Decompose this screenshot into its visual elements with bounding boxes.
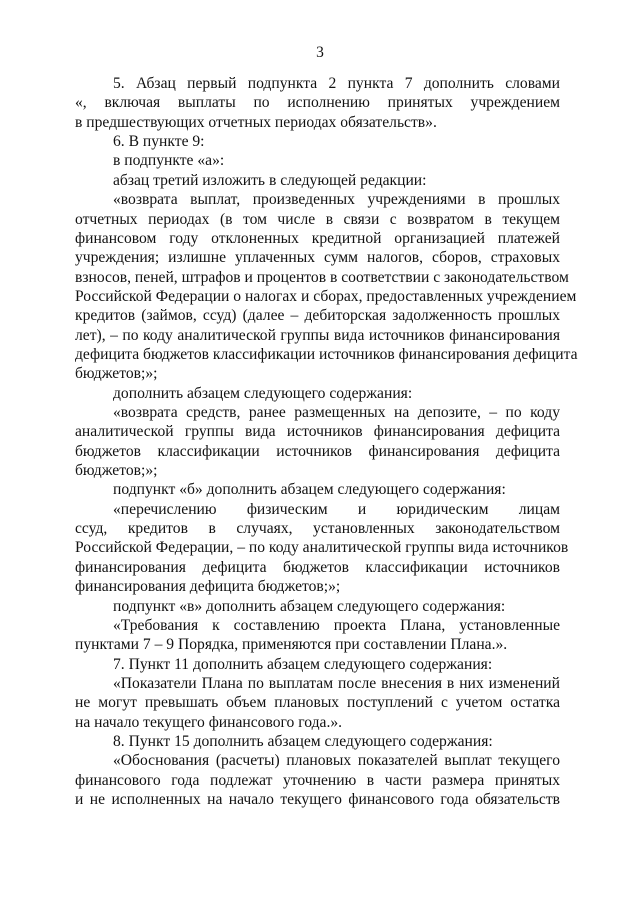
text-line: «Обоснования (расчеты) плановых показателей выплат текущего: [113, 752, 560, 770]
text-line: Российской Федерации, – по коду аналитической группы вида источников: [75, 539, 569, 557]
text-line: «возврата выплат, произведенных учреждениями в прошлых: [113, 191, 560, 209]
page-number: 3: [316, 44, 324, 61]
text-line: 8. Пункт 15 дополнить абзацем следующего содержания:: [113, 732, 493, 750]
text-line: взносов, пеней, штрафов и процентов в соответствии с законодательством: [75, 268, 569, 286]
text-line: аналитической группы вида источников финансирования дефицита: [75, 423, 560, 441]
text-line: подпункт «в» дополнить абзацем следующего содержания:: [113, 597, 506, 615]
text-line: подпункт «б» дополнить абзацем следующего содержания:: [113, 481, 506, 499]
text-line: пунктами 7 – 9 Порядка, применяются при составлении Плана.».: [75, 636, 508, 654]
text-line: в предшествующих отчетных периодах обязательств».: [75, 113, 437, 131]
text-line: и не исполненных на начало текущего финансового года обязательств: [75, 791, 560, 808]
text-line: дополнить абзацем следующего содержания:: [113, 384, 413, 402]
text-line: бюджетов классификации источников финансирования дефицита: [75, 442, 560, 460]
text-line: финансовом году отклоненных кредитной организацией платежей: [75, 229, 560, 247]
text-line: дефицита бюджетов классификации источников финансирования дефицита: [75, 345, 578, 363]
text-line: финансирования дефицита бюджетов;»;: [75, 578, 341, 596]
text-line: «перечислению физическим и юридическим лицам: [113, 500, 560, 518]
text-line: не могут превышать объем плановых поступлений с учетом остатка: [75, 694, 560, 712]
text-line: Российской Федерации о налогах и сборах, предоставленных учреждением: [75, 287, 577, 305]
text-line: финансирования дефицита бюджетов классификации источников: [75, 558, 560, 576]
text-line: отчетных периодах (в том числе в связи с возвратом в текущем: [75, 210, 560, 228]
text-line: лет), – по коду аналитической группы вида источников финансирования: [75, 326, 560, 344]
text-line: «, включая выплаты по исполнению принятых учреждением: [75, 94, 560, 112]
text-line: «возврата средств, ранее размещенных на депозите, – по коду: [113, 404, 560, 421]
text-line: кредитов (займов, ссуд) (далее – дебиторская задолженность прошлых: [75, 307, 560, 325]
text-line: на начало текущего финансового года.».: [75, 713, 343, 731]
text-line: 5. Абзац первый подпункта 2 пункта 7 дополнить словами: [113, 75, 560, 92]
text-line: бюджетов;»;: [75, 462, 158, 479]
text-line: «Требования к составлению проекта Плана, установленные: [113, 616, 560, 634]
text-line: финансового года подлежат уточнению в части размера принятых: [75, 771, 560, 789]
text-line: бюджетов;»;: [75, 365, 158, 383]
text-line: учреждения; излишне уплаченных сумм налогов, сборов, страховых: [75, 249, 560, 267]
text-line: «Показатели Плана по выплатам после внесения в них изменений: [113, 674, 560, 692]
text-line: ссуд, кредитов в случаях, установленных законодательством: [75, 520, 560, 537]
text-line: в подпункте «а»:: [113, 152, 225, 170]
text-line: 6. В пункте 9:: [113, 133, 205, 151]
text-line: абзац третий изложить в следующей редакции:: [113, 171, 427, 189]
text-line: 7. Пункт 11 дополнить абзацем следующего содержания:: [113, 655, 493, 673]
